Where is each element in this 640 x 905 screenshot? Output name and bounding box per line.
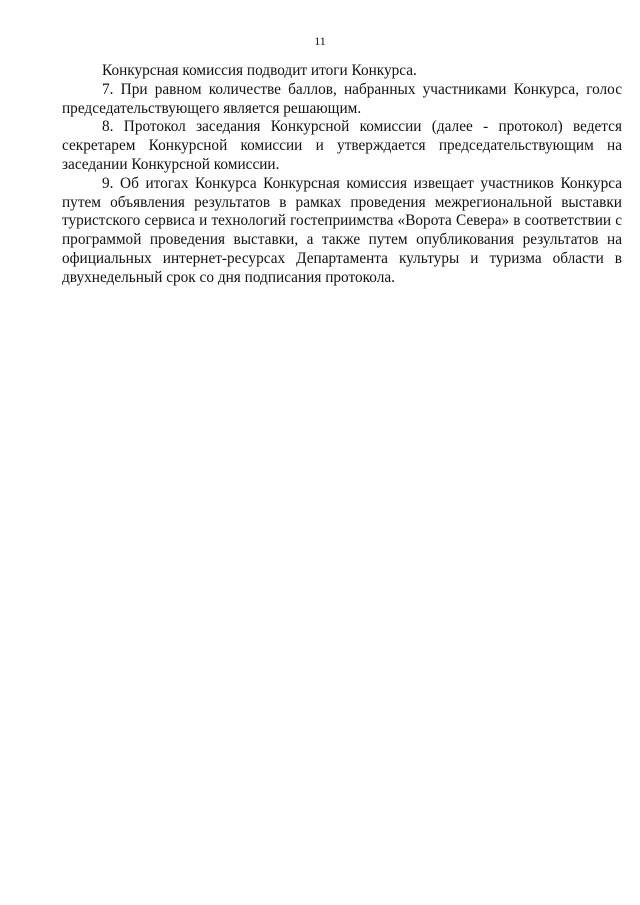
paragraph-item-9: 9. Об итогах Конкурса Конкурсная комиссия извещает участников Конкурса путем объявления результатов в рамках проведения межрегиональной выставки туристского сервиса и технологий гостеприимства «Ворота Севера» в соответствии с программой проведения выставки, а также путем опубликования результатов на официальных интернет-ресурсах Департамента культуры и туризма области в двухнедельный срок со дня подписания протокола. bbox=[62, 174, 622, 286]
paragraph-item-8: 8. Протокол заседания Конкурсной комиссии (далее - протокол) ведется секретарем Конкурсной комиссии и утверждается председательствующим на заседании Конкурсной комиссии. bbox=[62, 118, 622, 173]
paragraph-summary: Конкурсная комиссия подводит итоги Конкурса. bbox=[102, 62, 417, 79]
paragraph-item-7: 7. При равном количестве баллов, набранных участниками Конкурса, голос председательствующего является решающим. bbox=[62, 80, 622, 117]
document-body bbox=[62, 62, 622, 288]
page-number: 11 bbox=[314, 34, 326, 48]
